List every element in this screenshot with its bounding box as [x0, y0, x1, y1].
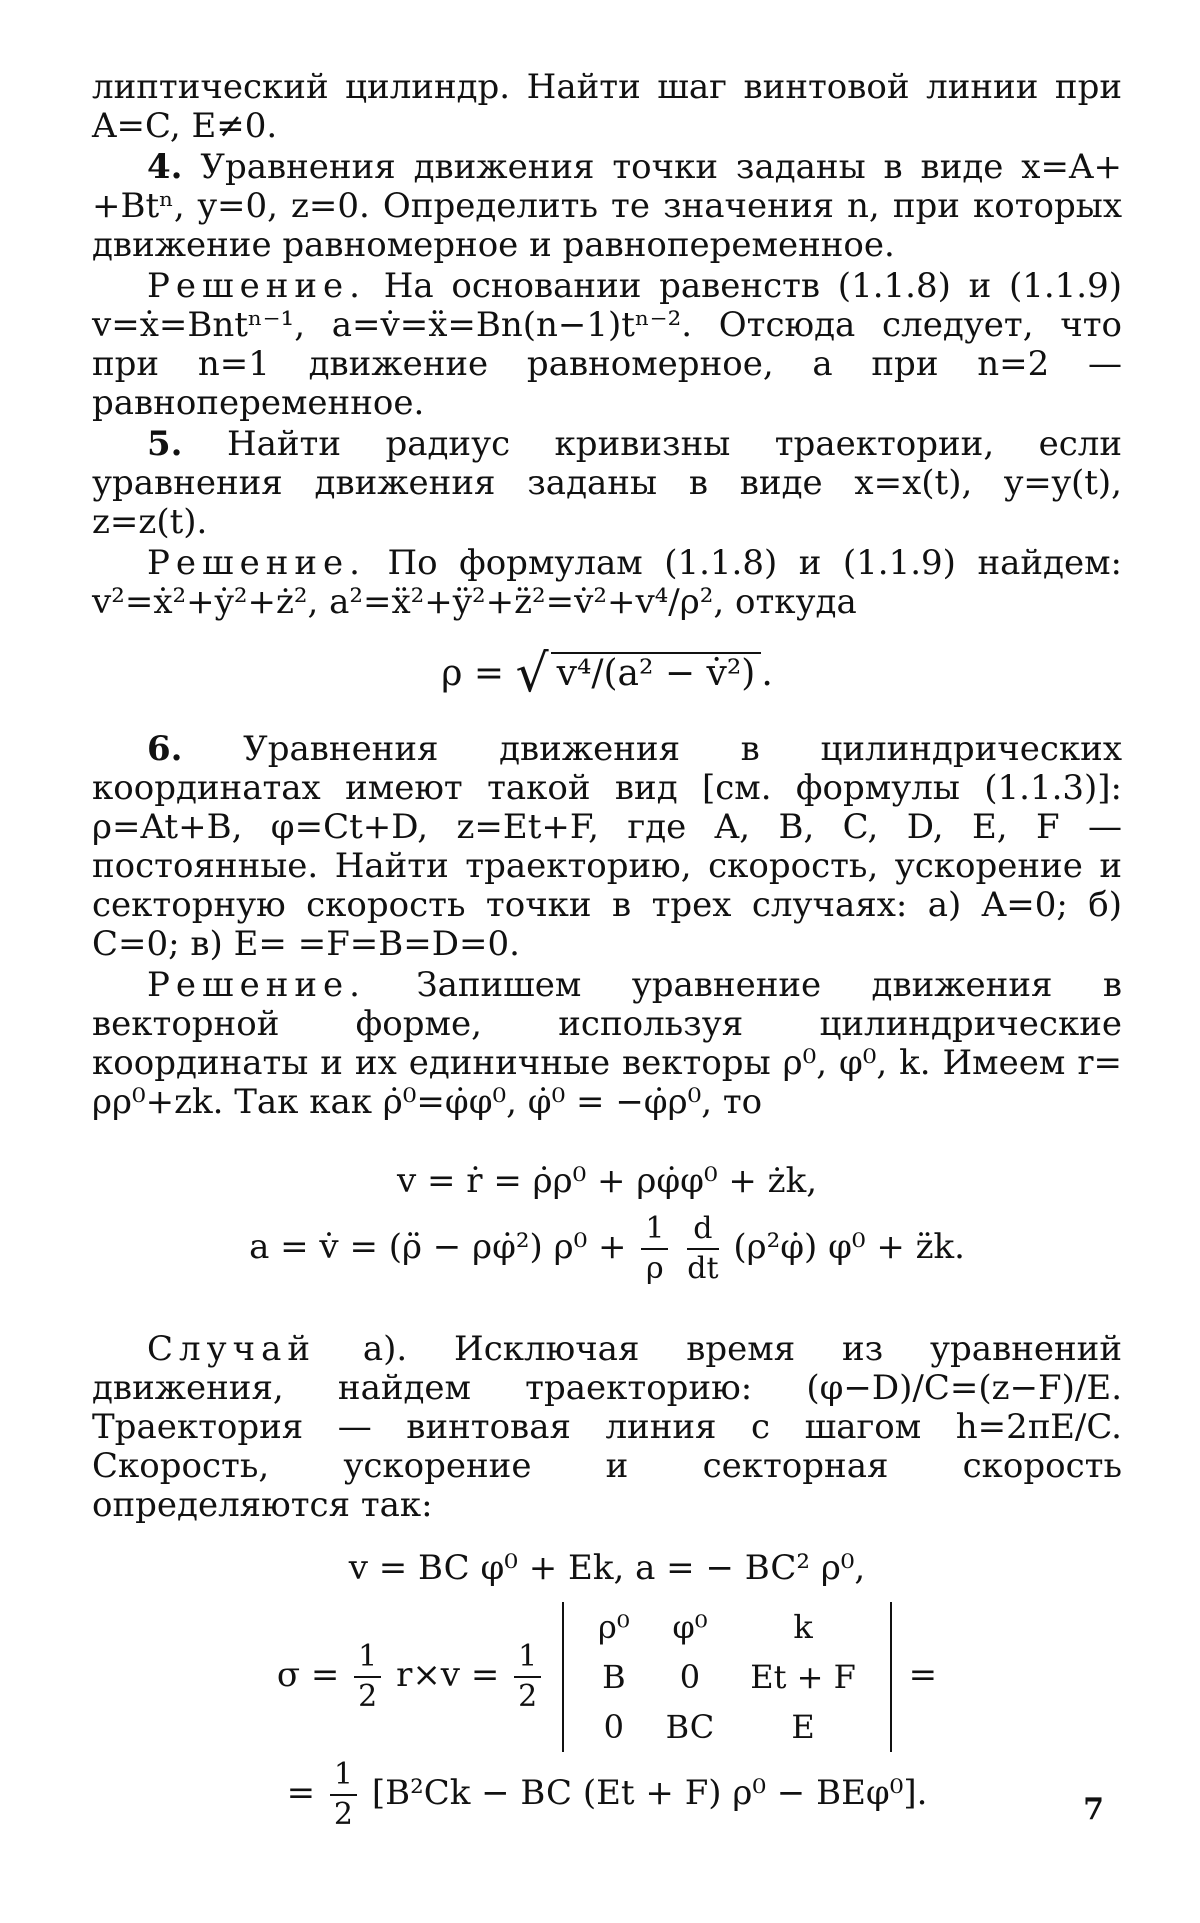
equation-va-case: v = BC φ⁰ + Ek, a = − BC² ρ⁰,: [348, 1548, 866, 1588]
eq-final-body: [B²Ck − BC (Et + F) ρ⁰ − BEφ⁰].: [371, 1773, 928, 1813]
fraction-half: [354, 1638, 381, 1716]
problem-4: [92, 148, 1122, 265]
equations-velocity-acceleration: [92, 1152, 1122, 1288]
case-label: Случай: [147, 1329, 317, 1369]
fraction-half: [514, 1638, 541, 1716]
matrix-row: [580, 1652, 874, 1702]
frac-den: 2: [358, 1679, 378, 1714]
problem-5: [92, 425, 1122, 542]
matrix-cell: ρ⁰: [598, 1608, 630, 1646]
sqrt-icon: √: [515, 644, 549, 704]
solution-4: [92, 267, 1122, 423]
frac-den: 2: [518, 1679, 538, 1714]
eq-sigma-lhs: σ =: [276, 1655, 340, 1695]
matrix-cell: Et + F: [750, 1658, 856, 1696]
solution-5: [92, 544, 1122, 622]
eq-sigma-end: =: [908, 1655, 938, 1695]
solution-6: [92, 966, 1122, 1122]
eq-rho-end: .: [761, 653, 773, 694]
frac-num: 1: [514, 1638, 541, 1678]
solution-label: Решение.: [147, 543, 366, 583]
matrix-cell: 0: [603, 1708, 625, 1746]
problem-number: 5.: [147, 424, 183, 464]
eq-a-left: a = v̇ = (ρ̈ − ρφ̇²) ρ⁰ +: [249, 1227, 627, 1267]
fraction-d-dt: [687, 1210, 718, 1288]
solution-4-text: На основании равенств (1.1.8) и (1.1.9) v=ẋ=Bntⁿ⁻¹, a=v̇=ẍ=Bn(n−1)tⁿ⁻². Отсюда следует, что при n=1 движение равномерное, а при n=2 — равнопеременное.: [92, 266, 1122, 423]
frac-den: 2: [333, 1797, 353, 1832]
frac-num: 1: [354, 1638, 381, 1678]
equation-sigma: [92, 1602, 1122, 1752]
page-number: 7: [1083, 1792, 1104, 1827]
matrix-cell: BC: [665, 1708, 715, 1746]
fraction-half: [330, 1756, 357, 1834]
problem-6: [92, 730, 1122, 964]
problem-6-text: Уравнения движения в цилиндрических координатах имеют такой вид [см. формулы (1.1.3)]: ρ=At+B, φ=Ct+D, z=Et+F, где A, B, C, D, E, F — постоянные. Найти траекторию, скорость, ускорение и секторную скорость точки в трех случаях: а) A=0; б) C=0; в) E= =F=B=D=0.: [92, 729, 1122, 964]
eq-sigma-mid: r×v =: [396, 1655, 500, 1695]
problem-4-text: Уравнения движения точки заданы в виде x=A+ +Btⁿ, y=0, z=0. Определить те значения n, при которых движение равномерное и равнопеременное.: [92, 147, 1123, 265]
frac-den: dt: [687, 1251, 719, 1286]
frac-num: 1: [330, 1756, 357, 1796]
determinant-matrix: [562, 1602, 892, 1752]
problem-number: 6.: [147, 729, 183, 769]
solution-5-text: По формулам (1.1.8) и (1.1.9) найдем: v²=ẋ²+ẏ²+ż², a²=ẍ²+ÿ²+z̈²=v̇²+v⁴/ρ², откуда: [92, 543, 1122, 622]
matrix-cell: E: [791, 1708, 815, 1746]
eq-rho-radicand: v⁴/(a² − v̇²): [551, 652, 762, 693]
eq-a-right: (ρ²φ̇) φ⁰ + z̈k.: [733, 1227, 965, 1267]
eq-final-lhs: =: [286, 1773, 316, 1813]
matrix-cell: φ⁰: [672, 1608, 708, 1646]
case-a-text: а). Исключая время из уравнений движения, найдем траекторию: (φ−D)/C=(z−F)/E. Траектория — винтовая линия с шагом h=2πE/C. Скорость, ускорение и секторная скорость определяются так:: [92, 1329, 1122, 1525]
page-body: [92, 68, 1122, 1834]
frac-num: d: [687, 1210, 718, 1250]
problem-number: 4.: [147, 147, 183, 187]
solution-label: Решение.: [147, 266, 366, 306]
matrix-cell: B: [602, 1658, 626, 1696]
equation-final: [92, 1756, 1122, 1834]
equation-rho: [92, 644, 1122, 704]
equation-a: [92, 1210, 1122, 1288]
matrix-cell: 0: [679, 1658, 701, 1696]
fraction-1-over-rho: [641, 1210, 668, 1288]
solution-6-text: Запишем уравнение движения в векторной форме, используя цилиндрические координаты и их единичные векторы ρ⁰, φ⁰, k. Имеем r= ρρ⁰+zk. Так как ρ̇⁰=φ̇φ⁰, φ̇⁰ = −φ̇ρ⁰, то: [92, 965, 1122, 1122]
matrix-row: [580, 1702, 874, 1752]
frac-den: ρ: [646, 1251, 664, 1286]
matrix-row: [580, 1602, 874, 1652]
paragraph-continuation: липтический цилиндр. Найти шаг винтовой линии при A=C, E≠0.: [92, 67, 1122, 146]
equation-v: v = ṙ = ρ̇ρ⁰ + ρφ̇φ⁰ + żk,: [396, 1161, 818, 1201]
frac-num: 1: [641, 1210, 668, 1250]
solution-label: Решение.: [147, 965, 366, 1005]
matrix-cell: k: [793, 1608, 813, 1646]
problem-5-text: Найти радиус кривизны траектории, если уравнения движения заданы в виде x=x(t), y=y(t), z=z(t).: [92, 424, 1122, 542]
eq-rho-lhs: ρ =: [441, 653, 505, 694]
case-a: [92, 1330, 1122, 1525]
